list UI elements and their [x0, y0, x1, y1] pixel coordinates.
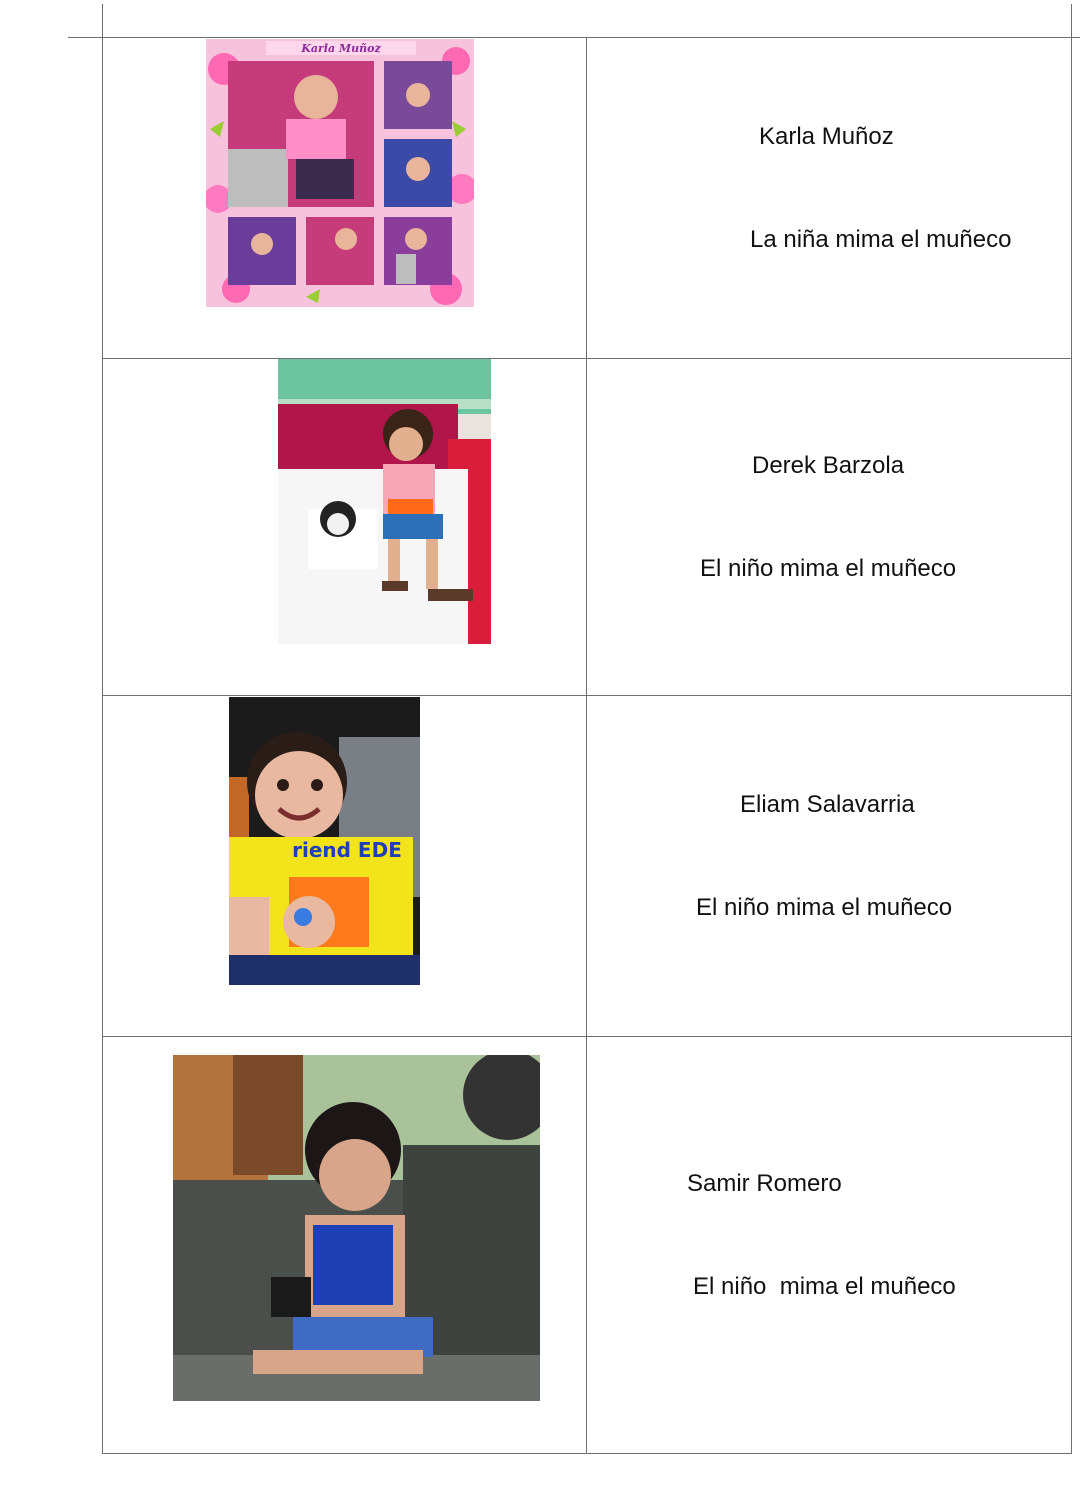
- child-name-samir: Samir Romero: [687, 1170, 842, 1197]
- table-right-border: [1071, 4, 1072, 1454]
- derek-photo: [278, 359, 491, 644]
- row-divider-1: [102, 358, 1072, 359]
- page-top-line: [68, 37, 1080, 38]
- caption-samir: El niño mima el muñeco: [693, 1273, 956, 1300]
- row-divider-3: [102, 1036, 1072, 1037]
- child-name-eliam: Eliam Salavarria: [740, 791, 915, 818]
- table-left-border: [102, 4, 103, 1454]
- child-name-karla: Karla Muñoz: [759, 123, 894, 150]
- eliam-photo: [229, 697, 420, 985]
- row-divider-2: [102, 695, 1072, 696]
- collage-image: [206, 39, 474, 307]
- samir-photo: [173, 1055, 540, 1401]
- caption-derek: El niño mima el muñeco: [700, 555, 957, 582]
- eliam-image: [229, 697, 420, 985]
- table-bottom-border: [102, 1453, 1072, 1454]
- child-name-derek: Derek Barzola: [752, 452, 905, 479]
- shirt-print-text: riend EDE: [292, 838, 402, 862]
- samir-image: [173, 1055, 540, 1401]
- caption-eliam: El niño mima el muñeco: [696, 894, 953, 921]
- table-center-divider: [586, 37, 587, 1454]
- collage-title-text: Karla Muñoz: [301, 42, 381, 55]
- caption-karla: La niña mima el muñeco: [750, 226, 1012, 253]
- karla-collage-photo: [206, 39, 474, 307]
- derek-image: [278, 359, 491, 644]
